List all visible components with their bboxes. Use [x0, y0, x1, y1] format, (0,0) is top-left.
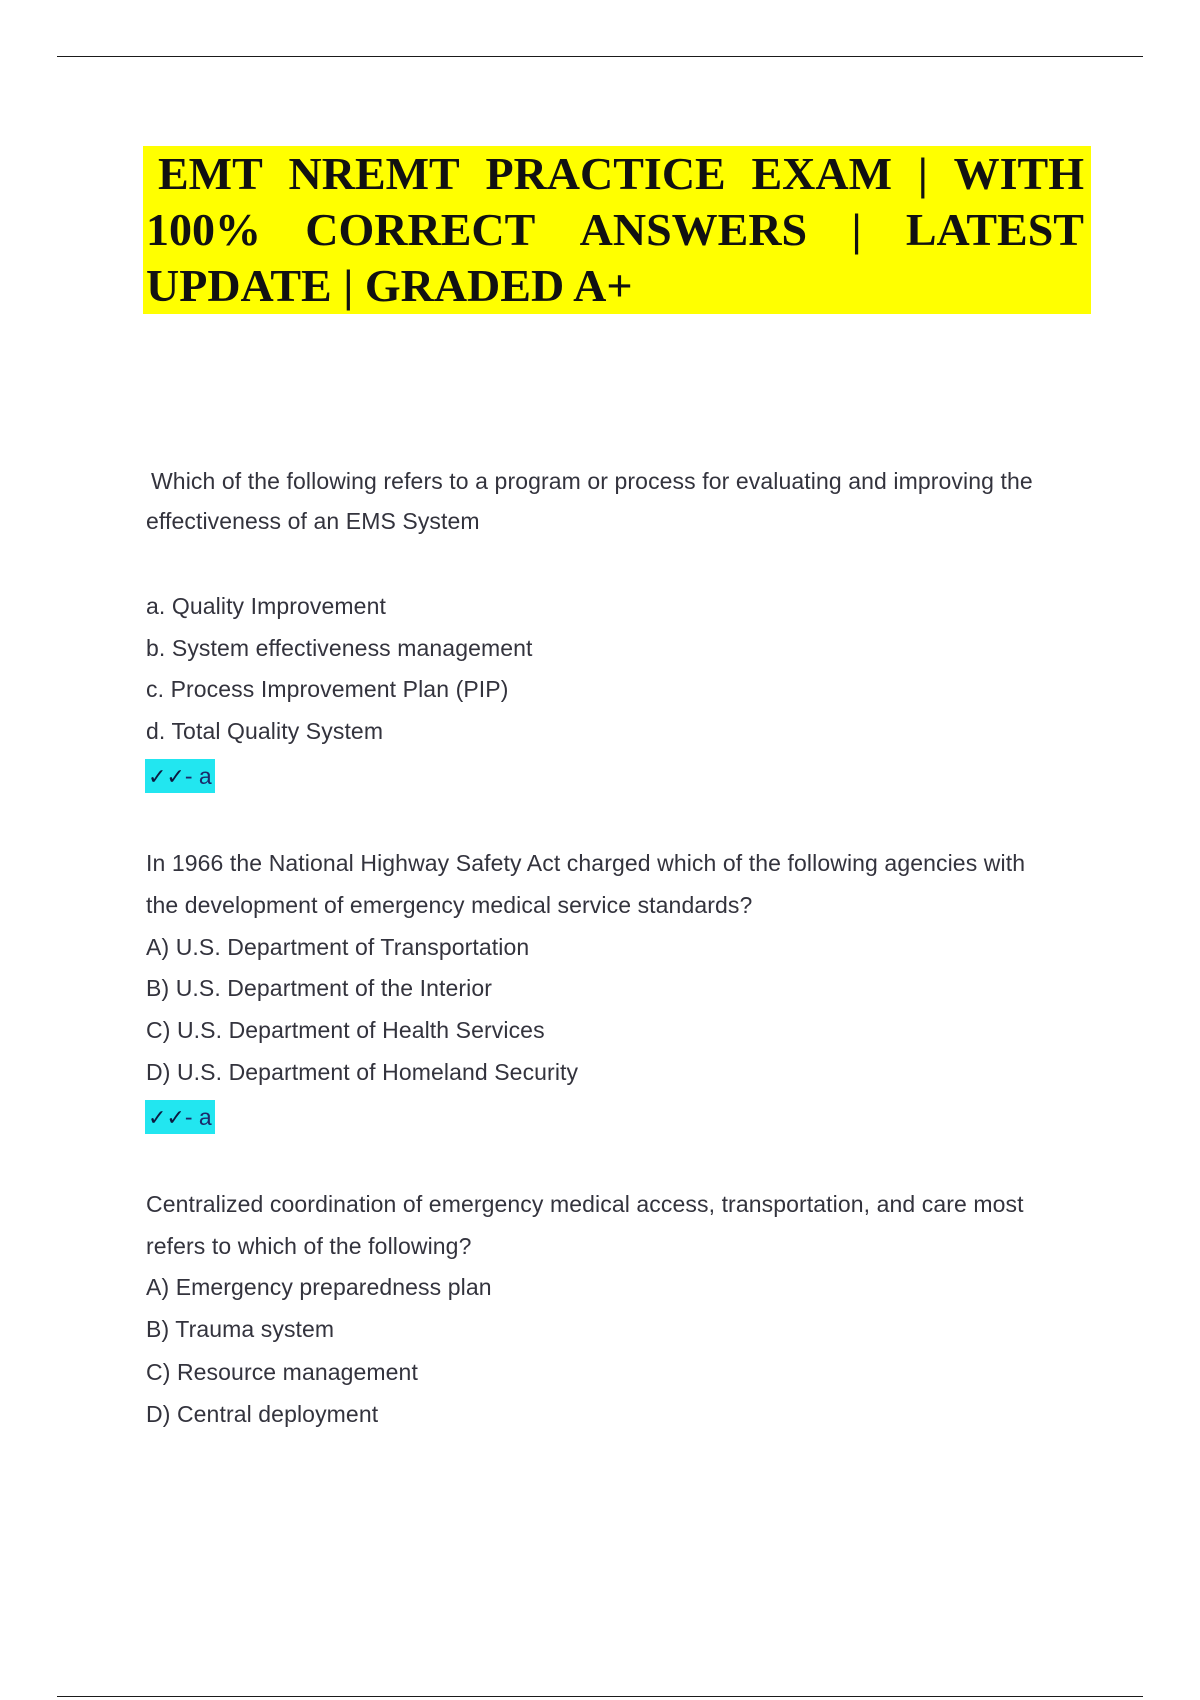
title-word: EXAM	[751, 148, 893, 199]
header-rule	[57, 56, 1143, 57]
question-3-option-c: C) Resource management	[146, 1359, 418, 1385]
title-word: PRACTICE	[485, 148, 726, 199]
question-2-answer	[145, 1100, 215, 1134]
question-3-option-a: A) Emergency preparedness plan	[146, 1274, 492, 1300]
question-2-option-c: C) U.S. Department of Health Services	[146, 1017, 545, 1043]
title-word: NREMT	[288, 148, 460, 199]
question-1-option-d: d. Total Quality System	[146, 718, 384, 744]
question-1-option-b: b. System effectiveness management	[146, 635, 533, 661]
question-3-stem-line-1: Centralized coordination of emergency medical access, transportation, and care most	[146, 1191, 1024, 1217]
title-word: WITH	[953, 148, 1084, 199]
question-1-stem-line-1: Which of the following refers to a program or process for evaluating and improving the	[151, 468, 1033, 494]
title-word: |	[851, 204, 862, 255]
page-title-line-2	[146, 202, 1084, 258]
question-2-stem-line-1: In 1966 the National Highway Safety Act charged which of the following agencies with	[146, 850, 1026, 876]
page-title-line-1	[146, 146, 1084, 202]
title-word: LATEST	[905, 204, 1084, 255]
page-title-line-3	[146, 258, 1084, 314]
title-word: ANSWERS	[579, 204, 808, 255]
question-2-option-d: D) U.S. Department of Homeland Security	[146, 1059, 579, 1085]
title-word: CORRECT	[305, 204, 536, 255]
title-word: |	[917, 148, 928, 199]
question-1-answer	[145, 759, 215, 793]
question-2-option-a: A) U.S. Department of Transportation	[146, 934, 530, 960]
question-3-option-b: B) Trauma system	[146, 1316, 335, 1342]
title-word: 100%	[146, 204, 261, 255]
question-3-stem-line-2: refers to which of the following?	[146, 1233, 472, 1259]
question-1-stem-line-2: effectiveness of an EMS System	[146, 508, 480, 534]
question-1-option-a: a. Quality Improvement	[146, 593, 386, 619]
check-mark-icon: ✓✓	[148, 1106, 185, 1131]
title-word: EMT	[158, 148, 263, 199]
title-word: UPDATE | GRADED A+	[146, 260, 633, 311]
question-1-option-c: c. Process Improvement Plan (PIP)	[146, 676, 509, 702]
question-3-option-d: D) Central deployment	[146, 1401, 379, 1427]
answer-text: - a	[184, 1104, 212, 1130]
check-mark-icon: ✓✓	[148, 765, 185, 790]
answer-text: - a	[184, 763, 212, 789]
question-2-option-b: B) U.S. Department of the Interior	[146, 975, 492, 1001]
question-2-stem-line-2: the development of emergency medical service standards?	[146, 892, 753, 918]
footer-rule	[57, 1696, 1143, 1697]
